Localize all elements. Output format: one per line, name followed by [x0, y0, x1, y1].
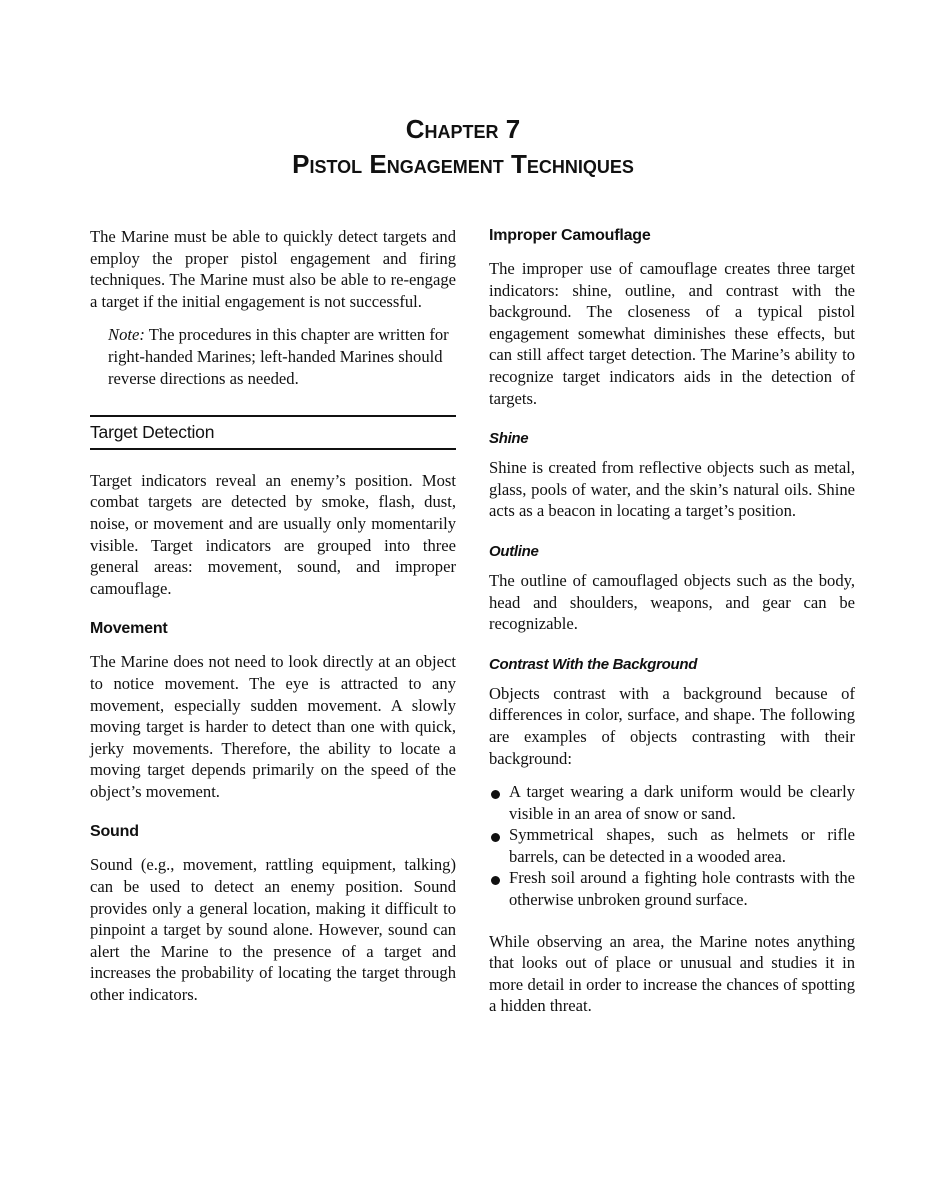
sound-paragraph: Sound (e.g., movement, rattling equipment, talking) can be used to detect an enemy position. Sound provides only a general location, making it difficult to pinpoint a target by sound alone. However, sound can alert the Marine to the presence of a target and increases the probability of locating the target through other indicators. [90, 855, 456, 1005]
section-title-target-detection: Target Detection [90, 422, 215, 443]
list-item: Fresh soil around a fighting hole contrasts with the otherwise unbroken ground surface. [489, 867, 855, 910]
contrast-paragraph: Objects contrast with a background because of differences in color, surface, and shape. The following are examples of objects contrasting with their background: [489, 683, 855, 768]
heading-outline: Outline [489, 542, 539, 560]
chapter-number: Chapter 7 [405, 114, 521, 144]
note-label: Note: [108, 325, 145, 345]
section-header-box [90, 415, 456, 450]
heading-shine: Shine [489, 430, 529, 448]
chapter-title: Pistol Engagement Techniques [292, 149, 634, 179]
intro-paragraph: The Marine must be able to quickly detect targets and employ the proper pistol engagement and firing techniques. The Marine must also be able to re-engage a target if the initial engagement is not successful. [90, 227, 456, 311]
note-text: The procedures in this chapter are written for right-handed Marines; left-handed Marines should reverse directions as needed. [108, 325, 449, 388]
heading-movement: Movement [90, 620, 168, 638]
outline-paragraph: The outline of camouflaged objects such as the body, head and shoulders, weapons, and gear can be recognizable. [489, 570, 855, 634]
camouflage-paragraph: The improper use of camouflage creates three target indicators: shine, outline, and contrast with the background. The closeness of a typical pistol engagement somewhat diminishes these effects, but can still affect target detection. The Marine’s ability to recognize target indicators aids in the detection of targets. [489, 259, 855, 408]
list-item: Symmetrical shapes, such as helmets or rifle barrels, can be detected in a wooded area. [489, 824, 855, 867]
movement-paragraph: The Marine does not need to look directly at an object to notice movement. The eye is attracted to any movement, especially sudden movement. A slowly moving target is harder to detect than one with quick, jerky movements. Therefore, the ability to locate a moving target depends primarily on the speed of the object’s movement. [90, 652, 456, 801]
target-detection-paragraph: Target indicators reveal an enemy’s position. Most combat targets are detected by smoke, flash, dust, noise, or movement and are usually only momentarily visible. Target indicators are grouped into three general areas: movement, sound, and improper camouflage. [90, 470, 456, 598]
list-item: A target wearing a dark uniform would be clearly visible in an area of snow or sand. [489, 781, 855, 824]
heading-improper-camouflage: Improper Camouflage [489, 227, 651, 244]
shine-paragraph: Shine is created from reflective objects such as metal, glass, pools of water, and the skin’s natural oils. Shine acts as a beacon in locating a target’s position. [489, 458, 855, 521]
chapter-heading [0, 112, 926, 182]
contrast-bullet-list [489, 781, 855, 911]
bullet-icon [491, 790, 500, 799]
heading-contrast: Contrast With the Background [489, 655, 698, 673]
closing-paragraph: While observing an area, the Marine notes anything that looks out of place or unusual and studies it in more detail in order to increase the chances of spotting a hidden threat. [489, 931, 855, 1016]
note-paragraph [108, 324, 456, 389]
bullet-icon [491, 833, 500, 842]
left-column [90, 226, 456, 1006]
bullet-icon [491, 876, 500, 885]
heading-sound: Sound [90, 823, 139, 841]
right-column [489, 226, 855, 1017]
